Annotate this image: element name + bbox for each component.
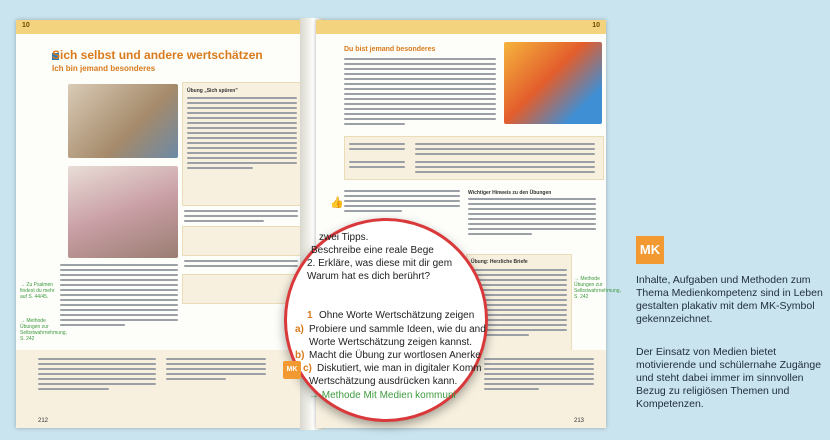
- exercise-box: [182, 82, 302, 206]
- sidebar-paragraph-2: Der Einsatz von Medien bietet motivierende und schülernahe Zugänge und steht dabei immer im sinnvollen Bezug zu religiösen Themen und Kompetenzen.: [636, 346, 822, 410]
- left-header: 10: [16, 20, 306, 34]
- left-body-text: [60, 264, 178, 329]
- right-side-note: → Methode Übungen zur Selbstwahrnehmung, S. 242: [574, 276, 621, 300]
- mag-c-text-2: Wertschätzung ausdrücken kann.: [309, 376, 458, 387]
- quote-box-2: [182, 274, 302, 304]
- right-header: 10: [316, 20, 606, 34]
- mag-line-4: Warum hat es dich berührt?: [307, 271, 431, 282]
- quote-box: [182, 226, 302, 256]
- mag-b-text: Macht die Übung zur wortlosen Anerke: [309, 350, 481, 361]
- left-tasks-area: [16, 350, 306, 428]
- left-side-note-2: → Methode Übungen zur Selbstwahrnehmung, S. 242: [20, 318, 67, 342]
- right-subtitle: Du bist jemand besonderes: [344, 46, 436, 53]
- mag-a-label: a): [295, 324, 304, 335]
- left-body-text-3: [184, 260, 298, 270]
- exercise-title: Übung „Sich spüren": [187, 88, 238, 94]
- left-title: Sich selbst und andere wertschätzen: [52, 48, 263, 62]
- mag-a-text-2: Worte Wertschätzung zeigen kannst.: [309, 337, 473, 348]
- thumbs-up-icon: 👍: [330, 197, 344, 209]
- right-body-text-2: [344, 190, 460, 215]
- magnifier-callout: [284, 218, 488, 422]
- mag-method-link: → Methode Mit Medien kommuni: [309, 390, 456, 401]
- right-body-text: [344, 58, 496, 128]
- hint-text: [468, 198, 596, 238]
- mag-line-1: zwei Tipps.: [319, 232, 369, 243]
- mag-a-text: Probiere und sammle Ideen, wie du and: [309, 324, 486, 335]
- hint-title: Wichtiger Hinweis zu den Übungen: [468, 190, 552, 196]
- examples-table: [344, 136, 604, 180]
- mag-c-label: c): [303, 363, 312, 374]
- right-page-number: 213: [573, 418, 584, 424]
- mk-icon: MK: [283, 361, 301, 379]
- mag-b-label: b): [295, 350, 305, 361]
- left-side-note-1: → Zu Psalmen findest du mehr auf S. 44/45.: [20, 282, 55, 300]
- mag-c-text: Diskutiert, wie man in digitaler Komm: [317, 363, 482, 374]
- mag-item-number: 1: [307, 310, 313, 321]
- mk-badge-icon: MK: [636, 236, 664, 264]
- left-subtitle: Ich bin jemand besonderes: [52, 64, 156, 73]
- girl-mirror-photo: [68, 166, 178, 258]
- left-page: [16, 20, 306, 428]
- mag-item-text: Ohne Worte Wertschätzung zeigen: [319, 310, 475, 321]
- mirror-photo: [68, 84, 178, 158]
- left-body-text-2: [184, 210, 298, 225]
- left-page-number: 212: [38, 418, 49, 424]
- exercise-text: [187, 97, 297, 172]
- sidebar-paragraph-1: Inhalte, Aufgaben und Methoden zum Thema Medienkompetenz sind in Leben gestalten plakativ mit dem MK-Symbol gekennzeichnet.: [636, 274, 823, 325]
- mag-line-3: 2. Erkläre, was diese mit dir gem: [307, 258, 453, 269]
- children-photo: [504, 42, 602, 124]
- letters-exercise-title: Übung: Herzliche Briefe: [471, 259, 528, 265]
- mag-line-2: Beschreibe eine reale Bege: [311, 245, 434, 256]
